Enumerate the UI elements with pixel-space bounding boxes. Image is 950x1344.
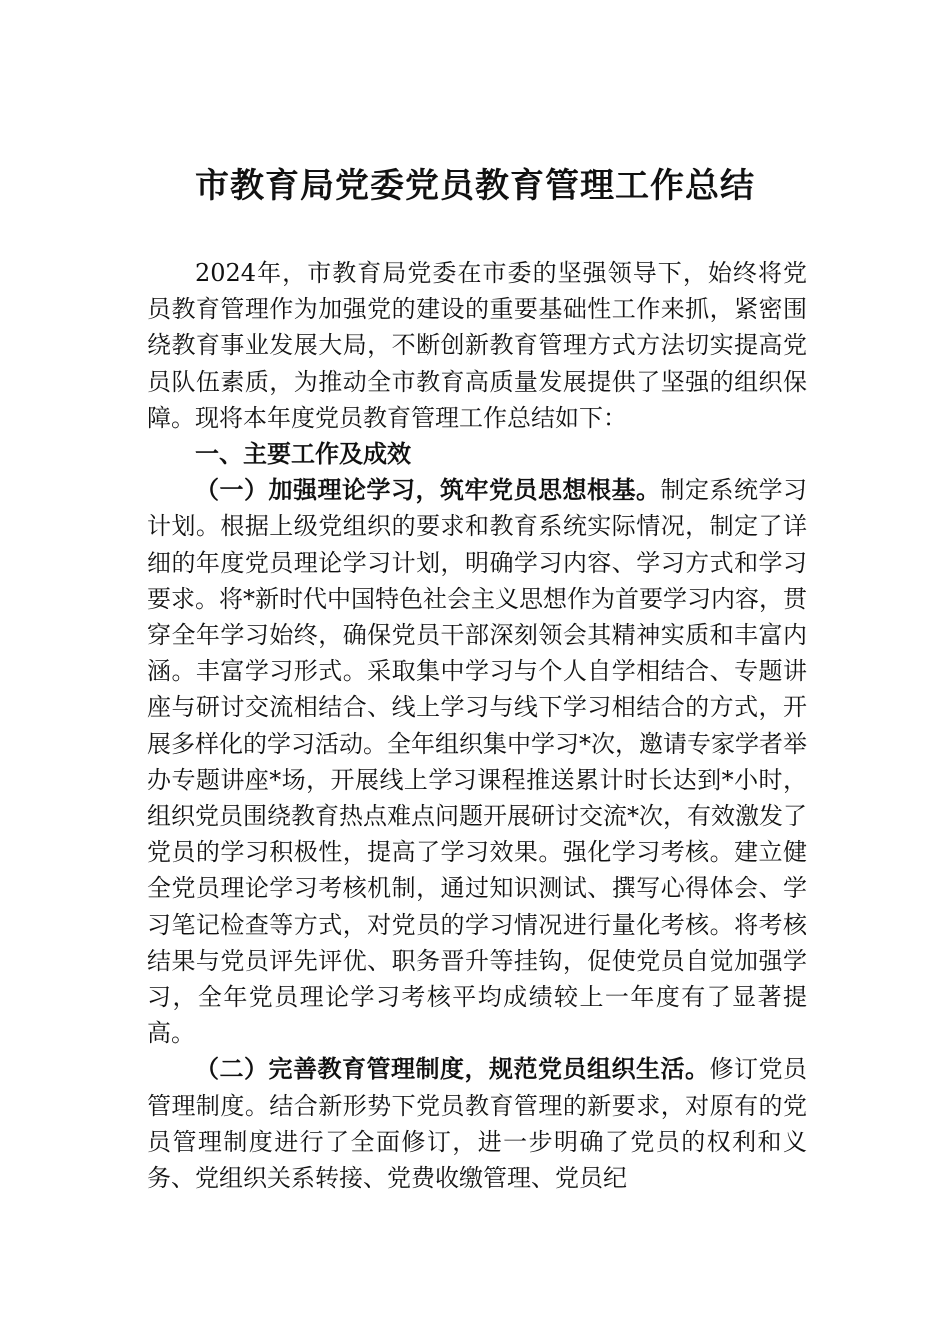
intro-paragraph: 2024年，市教育局党委在市委的坚强领导下，始终将党员教育管理作为加强党的建设的重要基础性工作来抓，紧密围绕教育事业发展大局，不断创新教育管理方式方法切实提高党员队伍素质，为推动全市教育高质量发展提供了坚强的组织保障。现将本年度党员教育管理工作总结如下： (147, 259, 807, 432)
item-2-paragraph (147, 1051, 807, 1196)
section-heading: 一、主要工作及成效 (195, 440, 411, 469)
document-body (147, 255, 807, 1196)
item-2-lead: （二）完善教育管理制度，规范党员组织生活。 (195, 1054, 710, 1084)
item-1-lead: （一）加强理论学习，筑牢党员思想根基。 (195, 475, 661, 505)
item-1-body: 制定系统学习计划。根据上级党组织的要求和教育系统实际情况，制定了详细的年度党员理论学习计划，明确学习内容、学习方式和学习要求。将*新时代中国特色社会主义思想作为首要学习内容，贯穿全年学习始终，确保党员干部深刻领会其精神实质和丰富内涵。丰富学习形式。采取集中学习与个人自学相结合、专题讲座与研讨交流相结合、线上学习与线下学习相结合的方式，开展多样化的学习活动。全年组织集中学习*次，邀请专家学者举办专题讲座*场，开展线上学习课程推送累计时长达到*小时，组织党员围绕教育热点难点问题开展研讨交流*次，有效激发了党员的学习积极性，提高了学习效果。强化学习考核。建立健全党员理论学习考核机制，通过知识测试、撰写心得体会、学习笔记检查等方式，对党员的学习情况进行量化考核。将考核结果与党员评先评优、职务晋升等挂钩，促使党员自觉加强学习，全年党员理论学习考核平均成绩较上一年度有了显著提高。 (147, 476, 807, 1048)
item-2-body: 修订党员管理制度。结合新形势下党员教育管理的新要求，对原有的党员管理制度进行了全面修订，进一步明确了党员的权利和义务、党组织关系转接、党费收缴管理、党员纪 (147, 1055, 807, 1193)
item-1-paragraph (147, 472, 807, 1051)
document-title: 市教育局党委党员教育管理工作总结 (195, 166, 755, 206)
